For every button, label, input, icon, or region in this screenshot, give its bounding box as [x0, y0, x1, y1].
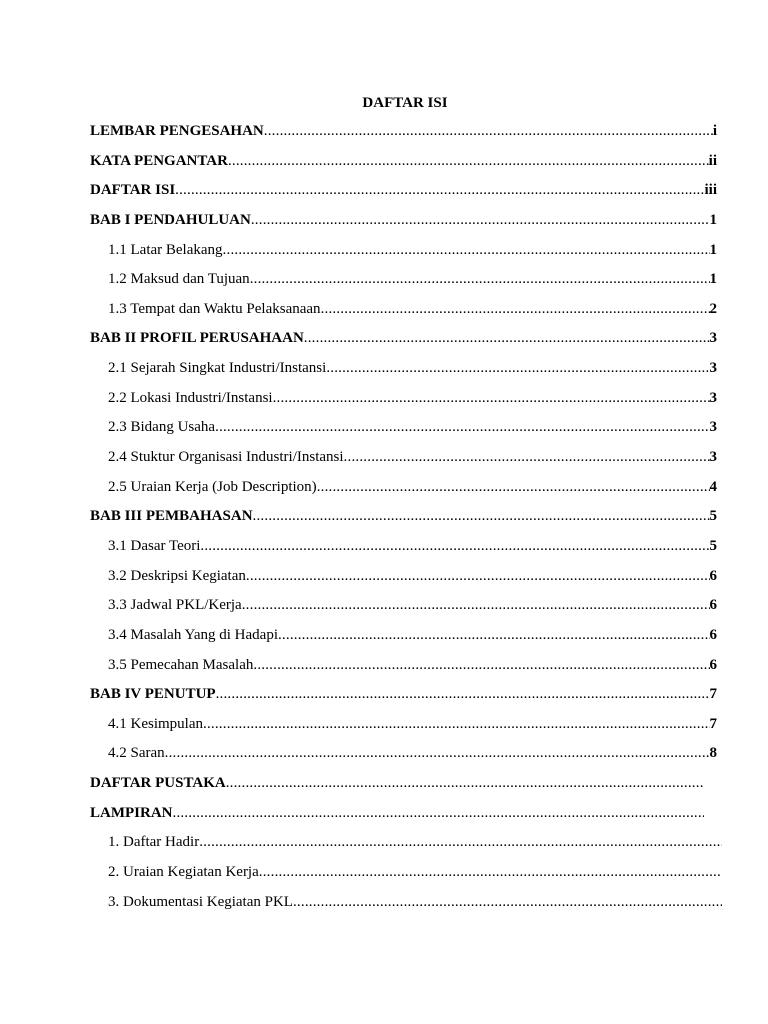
toc-entry — [90, 447, 717, 477]
toc-entry — [90, 417, 717, 447]
toc-entry-title: LEMBAR PENGESAHAN — [90, 123, 264, 139]
toc-dot-leader — [278, 625, 710, 645]
toc-entry-title: 3.2 Deskripsi Kegiatan — [108, 567, 246, 584]
toc-entry-page: 4 — [709, 478, 717, 495]
toc-dot-leader — [216, 684, 710, 704]
toc-dot-leader — [264, 121, 713, 141]
toc-entry-page: 6 — [709, 567, 717, 584]
toc-entry — [90, 625, 717, 655]
toc-entry — [90, 151, 717, 181]
toc-entry-title: DAFTAR PUSTAKA — [90, 775, 226, 792]
toc-entry — [90, 743, 717, 773]
toc-entry-title: 3. Dokumentasi Kegiatan PKL — [108, 893, 293, 910]
toc-entry-page: ii — [708, 152, 717, 169]
toc-entry-page: 1 — [709, 271, 717, 288]
toc-entry-title: 1.1 Latar Belakang — [108, 241, 223, 258]
toc-entry — [90, 240, 717, 270]
toc-entry-title: 1.2 Maksud dan Tujuan — [108, 271, 250, 288]
toc-dot-leader — [259, 862, 722, 882]
table-of-contents — [90, 121, 717, 921]
toc-entry-title: LAMPIRAN — [90, 804, 173, 821]
toc-entry-page: 6 — [709, 597, 717, 614]
toc-entry — [90, 210, 717, 240]
toc-dot-leader — [199, 832, 722, 852]
toc-entry-title: DAFTAR ISI — [90, 182, 176, 199]
toc-entry-page: 5 — [709, 537, 717, 554]
toc-dot-leader — [250, 269, 710, 289]
toc-entry — [90, 773, 704, 803]
toc-entry-title: 3.4 Masalah Yang di Hadapi — [108, 626, 278, 643]
toc-dot-leader — [304, 328, 710, 348]
toc-dot-leader — [203, 714, 710, 734]
toc-entry-title: BAB I PENDAHULUAN — [90, 211, 251, 228]
toc-entry-title: BAB IV PENUTUP — [90, 686, 216, 703]
toc-entry — [90, 121, 717, 151]
toc-dot-leader — [246, 566, 710, 586]
toc-entry-page: 3 — [709, 449, 717, 466]
toc-entry-page: 3 — [709, 389, 717, 406]
toc-entry — [90, 299, 717, 329]
toc-dot-leader — [226, 773, 704, 793]
toc-dot-leader — [215, 417, 709, 437]
toc-entry-page: 2 — [709, 300, 717, 317]
toc-dot-leader — [344, 447, 710, 467]
toc-entry-title: 3.1 Dasar Teori — [108, 537, 201, 554]
toc-entry-title: 1. Daftar Hadir — [108, 834, 200, 851]
toc-entry-page: 6 — [709, 656, 717, 673]
toc-entry-title: 2.1 Sejarah Singkat Industri/Instansi — [108, 360, 327, 377]
toc-entry-page: iii — [704, 182, 717, 199]
toc-entry-page: 1 — [709, 241, 717, 258]
toc-entry-page: 3 — [709, 330, 717, 347]
toc-dot-leader — [200, 536, 709, 556]
toc-entry — [90, 477, 717, 507]
toc-entry — [90, 388, 717, 418]
toc-entry-title: 4.1 Kesimpulan — [108, 715, 203, 732]
page-title: DAFTAR ISI — [362, 95, 448, 111]
toc-entry-title: BAB II PROFIL PERUSAHAAN — [90, 330, 304, 347]
toc-entry-page: 3 — [709, 360, 717, 377]
toc-entry — [90, 862, 722, 892]
toc-entry — [90, 180, 717, 210]
toc-entry-page: 8 — [709, 745, 717, 762]
toc-dot-leader — [321, 299, 710, 319]
toc-entry — [90, 269, 717, 299]
toc-entry — [90, 684, 717, 714]
toc-dot-leader — [228, 151, 709, 171]
toc-dot-leader — [326, 358, 709, 378]
toc-dot-leader — [165, 743, 710, 763]
toc-entry-page: 1 — [709, 211, 717, 228]
toc-entry-title: 3.3 Jadwal PKL/Kerja — [108, 597, 242, 614]
toc-dot-leader — [273, 388, 710, 408]
toc-entry-title: KATA PENGANTAR — [90, 152, 228, 169]
toc-dot-leader — [253, 506, 710, 526]
toc-dot-leader — [317, 477, 710, 497]
toc-dot-leader — [173, 803, 705, 823]
toc-entry-page: 7 — [709, 715, 717, 732]
toc-entry-title: 2.5 Uraian Kerja (Job Description) — [108, 478, 317, 495]
toc-entry-page: 7 — [709, 686, 717, 703]
toc-entry-page: 3 — [709, 419, 717, 436]
toc-entry — [90, 358, 717, 388]
toc-entry-title: 3.5 Pemecahan Masalah — [108, 656, 254, 673]
toc-entry-title: 4.2 Saran — [108, 745, 165, 762]
toc-entry — [90, 536, 717, 566]
toc-entry-page: 5 — [709, 508, 717, 525]
toc-entry — [90, 803, 704, 833]
toc-entry-title: 2.2 Lokasi Industri/Instansi — [108, 389, 273, 406]
toc-entry-title: 2. Uraian Kegiatan Kerja — [108, 864, 259, 881]
toc-entry — [90, 328, 717, 358]
toc-dot-leader — [223, 240, 710, 260]
toc-dot-leader — [293, 892, 722, 912]
toc-dot-leader — [242, 595, 710, 615]
toc-entry-title: BAB III PEMBAHASAN — [90, 508, 253, 525]
toc-entry — [90, 832, 722, 862]
toc-dot-leader — [175, 180, 704, 200]
toc-entry — [90, 714, 717, 744]
toc-entry-title: 2.4 Stuktur Organisasi Industri/Instansi — [108, 449, 344, 466]
toc-entry — [90, 506, 717, 536]
toc-entry — [90, 595, 717, 625]
toc-dot-leader — [251, 210, 710, 230]
toc-dot-leader — [253, 655, 709, 675]
toc-entry-page: 6 — [709, 626, 717, 643]
toc-entry — [90, 566, 717, 596]
toc-entry-title: 1.3 Tempat dan Waktu Pelaksanaan — [108, 300, 321, 317]
toc-entry — [90, 655, 717, 685]
toc-entry-page: i — [712, 123, 717, 139]
toc-entry-title: 2.3 Bidang Usaha — [108, 419, 216, 436]
toc-entry — [90, 892, 722, 922]
